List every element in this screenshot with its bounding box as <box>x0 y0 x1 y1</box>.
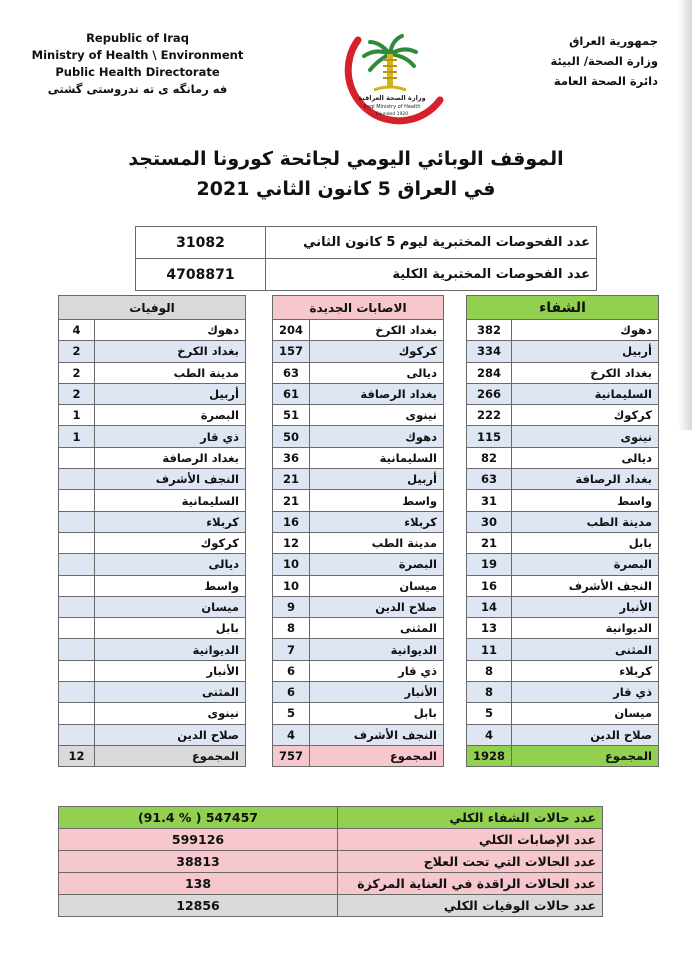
row-governorate: المثنى <box>310 618 444 639</box>
row-value: 4 <box>59 320 95 341</box>
row-governorate: كركوك <box>95 532 246 553</box>
table-row <box>273 341 444 362</box>
row-value: 222 <box>467 405 512 426</box>
row-governorate: ميسان <box>512 703 659 724</box>
row-governorate: دهوك <box>95 320 246 341</box>
row-governorate: السليمانية <box>512 383 659 404</box>
recoveries-table <box>466 295 659 767</box>
row-value: 36 <box>273 447 310 468</box>
table-row <box>273 490 444 511</box>
table-row <box>273 703 444 724</box>
table-row <box>467 447 659 468</box>
table-row <box>467 469 659 490</box>
table-row <box>273 596 444 617</box>
summary-value: 599126 <box>59 829 338 851</box>
table-row <box>467 362 659 383</box>
summary-table-body <box>59 807 603 917</box>
summary-row <box>59 829 603 851</box>
row-governorate: بغداد الرصافة <box>95 447 246 468</box>
letterhead-ar-directorate: دائرة الصحة العامة <box>553 74 658 88</box>
palm-tree-icon <box>364 36 416 90</box>
row-value: 51 <box>273 405 310 426</box>
row-value: 50 <box>273 426 310 447</box>
row-value: 382 <box>467 320 512 341</box>
row-value: 82 <box>467 447 512 468</box>
daily-tests-row <box>136 227 597 259</box>
letterhead-ar-ministry: وزارة الصحة/ البيئة <box>550 54 658 68</box>
row-governorate: ميسان <box>95 596 246 617</box>
row-governorate: نينوى <box>310 405 444 426</box>
row-governorate: واسط <box>512 490 659 511</box>
row-value: 14 <box>467 596 512 617</box>
table-row <box>273 724 444 745</box>
row-value: 9 <box>273 596 310 617</box>
table-row <box>59 405 246 426</box>
row-value: 21 <box>467 532 512 553</box>
table-row <box>467 682 659 703</box>
table-row <box>59 490 246 511</box>
row-value <box>59 682 95 703</box>
row-governorate: ميسان <box>310 575 444 596</box>
table-row <box>59 320 246 341</box>
row-value <box>59 618 95 639</box>
row-value: 12 <box>273 532 310 553</box>
row-governorate: ديالى <box>512 447 659 468</box>
table-row <box>273 426 444 447</box>
table-row <box>59 660 246 681</box>
cases-table-body <box>273 296 444 767</box>
row-value: 6 <box>273 660 310 681</box>
row-governorate: أربيل <box>95 383 246 404</box>
row-value <box>59 490 95 511</box>
summary-label: عدد الإصابات الكلي <box>338 829 603 851</box>
row-value: 8 <box>467 660 512 681</box>
summary-value: (91.4 % ) 547457 <box>59 807 338 829</box>
row-value <box>59 532 95 553</box>
logo-founded-text: Founded 1920 <box>375 112 409 117</box>
daily-tests-label: عدد الفحوصات المختبرية ليوم 5 كانون الثاني <box>266 227 597 259</box>
table-row <box>273 362 444 383</box>
table-row <box>59 341 246 362</box>
table-row <box>59 682 246 703</box>
table-row <box>467 724 659 745</box>
table-row <box>467 511 659 532</box>
row-governorate: بغداد الرصافة <box>512 469 659 490</box>
table-row <box>273 383 444 404</box>
row-governorate: النجف الأشرف <box>310 724 444 745</box>
total-row <box>59 745 246 766</box>
row-value: 115 <box>467 426 512 447</box>
row-value <box>59 469 95 490</box>
summary-row <box>59 895 603 917</box>
row-value <box>59 575 95 596</box>
summary-label: عدد حالات الوفيات الكلي <box>338 895 603 917</box>
row-value: 16 <box>273 511 310 532</box>
row-governorate: كربلاء <box>95 511 246 532</box>
table-row <box>467 618 659 639</box>
cases-header: الاصابات الجديدة <box>273 296 444 320</box>
table-row <box>273 405 444 426</box>
total-value: 1928 <box>467 745 512 766</box>
table-row <box>59 618 246 639</box>
total-label: المجموع <box>95 745 246 766</box>
row-value: 11 <box>467 639 512 660</box>
table-row <box>59 532 246 553</box>
row-governorate: البصرة <box>310 554 444 575</box>
row-governorate: مدينة الطب <box>512 511 659 532</box>
row-governorate: كربلاء <box>512 660 659 681</box>
table-row <box>467 426 659 447</box>
row-governorate: الأنبار <box>95 660 246 681</box>
row-value: 6 <box>273 682 310 703</box>
row-governorate: أربيل <box>310 469 444 490</box>
row-governorate: البصرة <box>95 405 246 426</box>
table-row <box>467 383 659 404</box>
table-row <box>467 639 659 660</box>
table-row <box>273 682 444 703</box>
row-value: 284 <box>467 362 512 383</box>
row-value <box>59 554 95 575</box>
summary-label: عدد الحالات الراقدة في العناية المركزة <box>338 873 603 895</box>
table-row <box>59 639 246 660</box>
table-row <box>273 320 444 341</box>
table-row <box>273 554 444 575</box>
table-row <box>59 554 246 575</box>
row-value: 4 <box>467 724 512 745</box>
row-governorate: نينوى <box>95 703 246 724</box>
row-value <box>59 447 95 468</box>
row-governorate: صلاح الدين <box>512 724 659 745</box>
summary-row <box>59 851 603 873</box>
row-value: 266 <box>467 383 512 404</box>
row-governorate: الديوانية <box>310 639 444 660</box>
letterhead-line-republic: Republic of Iraq <box>86 31 189 45</box>
row-value: 31 <box>467 490 512 511</box>
deaths-table <box>58 295 246 767</box>
row-value <box>59 511 95 532</box>
summary-row <box>59 873 603 895</box>
row-value: 334 <box>467 341 512 362</box>
table-row <box>273 532 444 553</box>
row-governorate: أربيل <box>512 341 659 362</box>
table-row <box>59 575 246 596</box>
arabic-letterhead <box>528 31 658 91</box>
row-value: 16 <box>467 575 512 596</box>
row-governorate: المثنى <box>95 682 246 703</box>
row-governorate: المثنى <box>512 639 659 660</box>
table-row <box>59 469 246 490</box>
row-governorate: بابل <box>310 703 444 724</box>
row-value: 10 <box>273 554 310 575</box>
table-row <box>59 362 246 383</box>
recoveries-table-body <box>467 296 659 767</box>
row-governorate: بغداد الرصافة <box>310 383 444 404</box>
total-tests-row <box>136 259 597 291</box>
row-value: 5 <box>467 703 512 724</box>
summary-row <box>59 807 603 829</box>
summary-label: عدد الحالات التي تحت العلاج <box>338 851 603 873</box>
logo-arabic-text: وزارة الصحة العراقية <box>358 94 426 102</box>
row-governorate: بغداد الكرخ <box>512 362 659 383</box>
row-value: 2 <box>59 341 95 362</box>
row-value <box>59 724 95 745</box>
row-value: 21 <box>273 469 310 490</box>
lab-tests-table <box>135 226 597 291</box>
row-governorate: نينوى <box>512 426 659 447</box>
report-title: الموقف الوبائي اليومي لجائحة كورونا المستجد <box>128 148 564 170</box>
summary-value: 138 <box>59 873 338 895</box>
row-value <box>59 703 95 724</box>
row-governorate: الأنبار <box>512 596 659 617</box>
daily-tests-value: 31082 <box>136 227 266 259</box>
row-governorate: بغداد الكرخ <box>310 320 444 341</box>
row-value: 63 <box>467 469 512 490</box>
row-governorate: ذي قار <box>512 682 659 703</box>
row-governorate: دهوك <box>310 426 444 447</box>
total-label: المجموع <box>310 745 444 766</box>
row-governorate: كركوك <box>310 341 444 362</box>
deaths-table-body <box>59 296 246 767</box>
row-governorate: دهوك <box>512 320 659 341</box>
total-label: المجموع <box>512 745 659 766</box>
row-governorate: بابل <box>512 532 659 553</box>
total-row <box>467 745 659 766</box>
table-row <box>467 554 659 575</box>
logo-english-text: Iraqi Ministry of Health <box>363 104 421 110</box>
summary-label: عدد حالات الشفاء الكلي <box>338 807 603 829</box>
row-governorate: بابل <box>95 618 246 639</box>
total-row <box>273 745 444 766</box>
row-governorate: ديالى <box>310 362 444 383</box>
row-governorate: السليمانية <box>95 490 246 511</box>
row-governorate: كركوك <box>512 405 659 426</box>
table-row <box>59 724 246 745</box>
table-row <box>273 469 444 490</box>
table-row <box>273 618 444 639</box>
summary-value: 12856 <box>59 895 338 917</box>
letterhead-line-ministry: Ministry of Health \ Environment <box>31 48 244 62</box>
row-governorate: البصرة <box>512 554 659 575</box>
row-value: 61 <box>273 383 310 404</box>
table-row <box>467 575 659 596</box>
row-governorate: ذي قار <box>310 660 444 681</box>
summary-table <box>58 806 603 917</box>
letterhead-ar-republic: جمهورية العراق <box>569 34 658 48</box>
row-value: 1 <box>59 426 95 447</box>
total-value: 757 <box>273 745 310 766</box>
deaths-header: الوفيات <box>59 296 246 320</box>
table-row <box>467 341 659 362</box>
recoveries-header-row <box>467 296 659 320</box>
summary-value: 38813 <box>59 851 338 873</box>
row-value <box>59 660 95 681</box>
row-value: 2 <box>59 362 95 383</box>
row-governorate: بغداد الكرخ <box>95 341 246 362</box>
english-letterhead <box>30 30 245 98</box>
letterhead-line-directorate: Public Health Directorate <box>55 65 220 79</box>
total-tests-value: 4708871 <box>136 259 266 291</box>
row-governorate: الديوانية <box>95 639 246 660</box>
row-value: 8 <box>467 682 512 703</box>
table-row <box>59 447 246 468</box>
row-governorate: النجف الأشرف <box>512 575 659 596</box>
row-value <box>59 596 95 617</box>
table-row <box>59 383 246 404</box>
report-subtitle: في العراق 5 كانون الثاني 2021 <box>196 178 496 200</box>
row-value: 5 <box>273 703 310 724</box>
row-governorate: كربلاء <box>310 511 444 532</box>
row-value: 10 <box>273 575 310 596</box>
row-governorate: ذي قار <box>95 426 246 447</box>
row-value: 19 <box>467 554 512 575</box>
table-row <box>59 596 246 617</box>
row-governorate: ديالى <box>95 554 246 575</box>
row-governorate: صلاح الدين <box>310 596 444 617</box>
table-row <box>59 426 246 447</box>
table-row <box>467 532 659 553</box>
page-edge-shadow <box>678 0 692 430</box>
table-row <box>467 703 659 724</box>
new-cases-table <box>272 295 444 767</box>
table-row <box>273 575 444 596</box>
row-governorate: الأنبار <box>310 682 444 703</box>
row-value: 157 <box>273 341 310 362</box>
row-governorate: واسط <box>95 575 246 596</box>
row-value: 30 <box>467 511 512 532</box>
table-row <box>59 703 246 724</box>
total-value: 12 <box>59 745 95 766</box>
row-value: 4 <box>273 724 310 745</box>
row-value: 204 <box>273 320 310 341</box>
recoveries-header: الشفاء <box>467 296 659 320</box>
deaths-header-row <box>59 296 246 320</box>
letterhead-line-kurdish: فه رمانگه ی ته ندروستی گشتی <box>47 82 228 96</box>
row-value: 1 <box>59 405 95 426</box>
total-tests-label: عدد الفحوصات المختبرية الكلية <box>266 259 597 291</box>
table-row <box>467 320 659 341</box>
table-row <box>467 490 659 511</box>
row-value: 63 <box>273 362 310 383</box>
table-row <box>273 511 444 532</box>
row-governorate: السليمانية <box>310 447 444 468</box>
table-row <box>273 639 444 660</box>
table-row <box>467 405 659 426</box>
table-row <box>273 660 444 681</box>
row-value <box>59 639 95 660</box>
table-row <box>59 511 246 532</box>
row-governorate: واسط <box>310 490 444 511</box>
row-value: 8 <box>273 618 310 639</box>
table-row <box>273 447 444 468</box>
row-governorate: مدينة الطب <box>95 362 246 383</box>
table-row <box>467 660 659 681</box>
row-governorate: صلاح الدين <box>95 724 246 745</box>
row-value: 7 <box>273 639 310 660</box>
table-row <box>467 596 659 617</box>
row-governorate: الديوانية <box>512 618 659 639</box>
row-governorate: النجف الأشرف <box>95 469 246 490</box>
row-value: 2 <box>59 383 95 404</box>
row-value: 13 <box>467 618 512 639</box>
cases-header-row <box>273 296 444 320</box>
row-governorate: مدينة الطب <box>310 532 444 553</box>
ministry-logo <box>328 28 458 128</box>
row-value: 21 <box>273 490 310 511</box>
